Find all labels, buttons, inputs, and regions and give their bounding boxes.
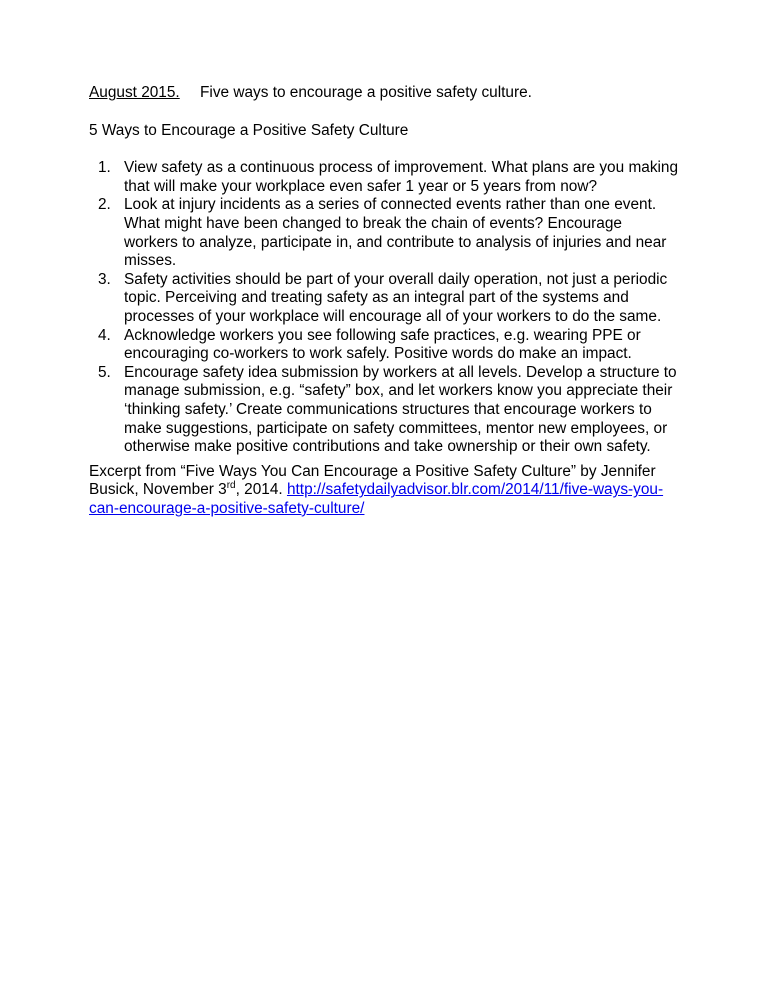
list-item-number: 5. bbox=[98, 363, 111, 381]
section-title: 5 Ways to Encourage a Positive Safety Culture bbox=[89, 121, 409, 139]
list-item-text: Safety activities should be part of your overall daily operation, not just a periodic topic. Perceiving and treating safety as an integral part of the systems and processes of your workplace will encourage all of your workers to do the same. bbox=[124, 270, 668, 325]
excerpt-text: Excerpt from “Five Ways You Can Encourage a Positive Safety Culture” by Jennifer Busick, November 3 bbox=[89, 462, 656, 499]
list-item bbox=[89, 271, 679, 327]
list-item bbox=[89, 159, 679, 196]
list-item-text: Look at injury incidents as a series of connected events rather than one event. What might have been changed to break the chain of events? Encourage workers to analyze, participate in, and contribute to analysis of injuries and near misses. bbox=[124, 196, 667, 270]
list-item-number: 4. bbox=[98, 326, 111, 344]
list-item-number: 1. bbox=[98, 159, 111, 177]
date-ordinal-suffix: rd bbox=[226, 480, 236, 492]
list-item-text: Encourage safety idea submission by workers at all levels. Develop a structure to manage submission, e.g. “safety” box, and let workers know you appreciate their ‘thinking safety.’ Create communications structures that encourage workers to make suggestions, participate on safety committees, mentor new employees, or otherwise make positive contributions and take ownership or their own safety. bbox=[124, 363, 677, 456]
list-item bbox=[89, 196, 679, 270]
header-line bbox=[89, 84, 679, 103]
document-page bbox=[89, 84, 679, 518]
list-item bbox=[89, 327, 679, 364]
list-item-text: Acknowledge workers you see following safe practices, e.g. wearing PPE or encouraging co-workers to work safely. Positive words do make an impact. bbox=[124, 326, 641, 363]
list-item-number: 2. bbox=[98, 196, 111, 214]
source-link[interactable]: http://safetydailyadvisor.blr.com/2014/11/five-ways-you-can-encourage-a-positive-safety-culture/ bbox=[89, 481, 664, 517]
list-item-number: 3. bbox=[98, 270, 111, 288]
excerpt-citation bbox=[89, 463, 679, 519]
excerpt-year: , 2014. bbox=[235, 481, 287, 499]
header-date: August 2015. bbox=[89, 84, 180, 101]
list-item-text: View safety as a continuous process of improvement. What plans are you making that will make your workplace even safer 1 year or 5 years from now? bbox=[124, 159, 679, 195]
header-subject: Five ways to encourage a positive safety culture. bbox=[200, 84, 532, 101]
ways-list bbox=[89, 159, 679, 457]
list-item bbox=[89, 364, 679, 457]
